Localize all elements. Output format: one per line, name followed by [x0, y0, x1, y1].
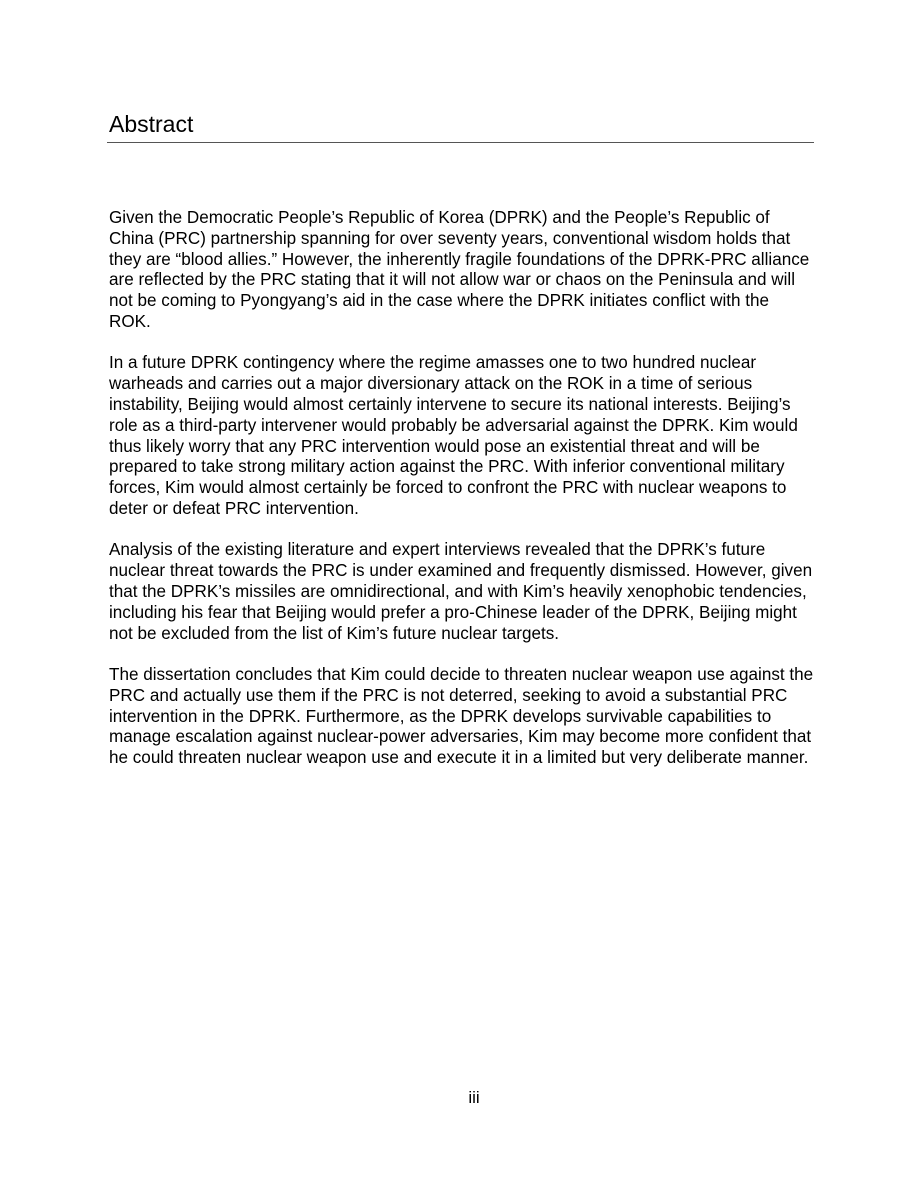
abstract-paragraph-2: In a future DPRK contingency where the regime amasses one to two hundred nuclear warheads and carries out a major diversionary attack on the ROK in a time of serious instability, Beijing would almost certainly intervene to secure its national interests. Beijing’s role as a third-party intervener would probably be adversarial against the DPRK. Kim would thus likely worry that any PRC intervention would pose an existential threat and will be prepared to take strong military action against the PRC. With inferior conventional military forces, Kim would almost certainly be forced to confront the PRC with nuclear weapons to deter or defeat PRC intervention.: [109, 353, 798, 518]
abstract-paragraph-1: Given the Democratic People’s Republic of Korea (DPRK) and the People’s Republic of China (PRC) partnership spanning for over seventy years, conventional wisdom holds that they are “blood allies.” However, the inherently fragile foundations of the DPRK-PRC alliance are reflected by the PRC stating that it will not allow war or chaos on the Peninsula and will not be coming to Pyongyang’s aid in the case where the DPRK initiates conflict with the ROK.: [109, 208, 810, 331]
abstract-paragraph-3: Analysis of the existing literature and expert interviews revealed that the DPRK’s future nuclear threat towards the PRC is under examined and frequently dismissed. However, given that the DPRK’s missiles are omnidirectional, and with Kim’s heavily xenophobic tendencies, including his fear that Beijing would prefer a pro-Chinese leader of the DPRK, Beijing might not be excluded from the list of Kim’s future nuclear targets.: [109, 540, 813, 643]
heading-divider: [107, 142, 814, 143]
page-number: iii: [468, 1088, 480, 1107]
abstract-paragraph-4: The dissertation concludes that Kim could decide to threaten nuclear weapon use against the PRC and actually use them if the PRC is not deterred, seeking to avoid a substantial PRC intervention in the DPRK. Furthermore, as the DPRK develops survivable capabilities to manage escalation against nuclear-power adversaries, Kim may become more confident that he could threaten nuclear weapon use and execute it in a limited but very deliberate manner.: [109, 664, 814, 768]
section-heading: Abstract: [109, 111, 194, 137]
abstract-body: [109, 208, 815, 790]
